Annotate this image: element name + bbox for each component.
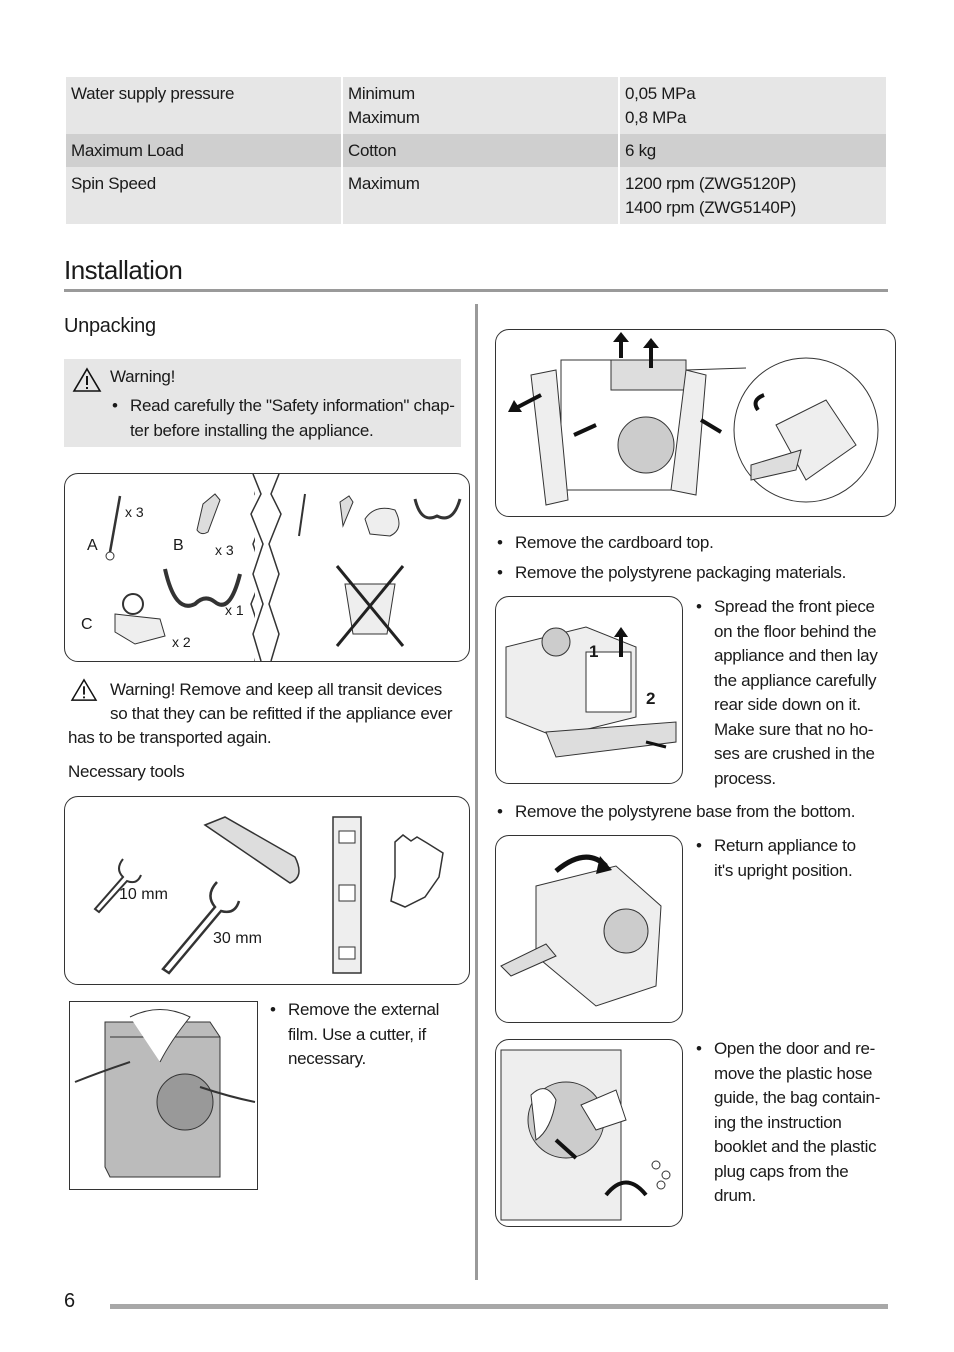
- table-row: [66, 77, 886, 134]
- transit-warning-line1: Warning! Remove and keep all transit devices: [110, 680, 443, 699]
- spec-label: Spin Speed: [66, 167, 341, 224]
- warning-triangle-icon: [72, 367, 102, 393]
- remove-film-illustration: [70, 1002, 257, 1189]
- wrench-10mm-label: 10 mm: [119, 886, 168, 903]
- page-number: 6: [64, 1290, 75, 1312]
- spec-condition: Cotton: [343, 134, 618, 167]
- table-row: [66, 167, 886, 224]
- remove-film-figure: [69, 1001, 258, 1190]
- part-count-c2: x 2: [172, 634, 191, 650]
- spec-value: 0,05 MPa 0,8 MPa: [620, 77, 886, 134]
- wrench-30mm-label: 30 mm: [213, 930, 262, 947]
- section-title: Installation: [64, 255, 183, 285]
- spec-value: 6 kg: [620, 134, 886, 167]
- part-count-a: x 3: [125, 504, 144, 520]
- warning-title: Warning!: [110, 367, 175, 386]
- spec-condition: Minimum Maximum: [343, 77, 618, 134]
- remove-cardboard-illustration: [496, 330, 895, 516]
- transit-parts-illustration: [65, 474, 469, 661]
- transit-parts-figure: [64, 473, 470, 662]
- warning-box: Warning! • Read carefully the "Safety information" chap- ter before installing the appliance.: [64, 359, 461, 447]
- door-illustration: [496, 1040, 682, 1226]
- transit-warning-line2: so that they can be refitted if the appliance ever: [110, 704, 453, 723]
- spec-label: Water supply pressure: [66, 77, 341, 134]
- part-label-a: A: [87, 537, 98, 554]
- specs-table: [64, 77, 888, 224]
- step-number-2: 2: [646, 689, 656, 708]
- step-number-1: 1: [589, 642, 599, 661]
- tools-figure: [64, 796, 470, 985]
- spec-value: 1200 rpm (ZWG5120P) 1400 rpm (ZWG5140P): [620, 167, 886, 224]
- spec-label: Maximum Load: [66, 134, 341, 167]
- column-divider: [475, 304, 478, 1280]
- transit-warning-line3: has to be transported again.: [68, 728, 272, 747]
- part-count-c1: x 1: [225, 602, 244, 618]
- footer-rule: [110, 1304, 888, 1309]
- part-label-c: C: [81, 616, 93, 633]
- warning-triangle-icon: [70, 678, 98, 702]
- unpacking-heading: Unpacking: [64, 315, 156, 337]
- upright-illustration: [496, 836, 682, 1022]
- tools-heading: Necessary tools: [68, 762, 185, 781]
- door-figure: [495, 1039, 683, 1227]
- upright-figure: [495, 835, 683, 1023]
- part-label-b: B: [173, 537, 184, 554]
- part-count-b: x 3: [215, 542, 234, 558]
- table-row: [66, 134, 886, 167]
- front-piece-figure: [495, 596, 683, 784]
- spec-condition: Maximum: [343, 167, 618, 224]
- section-rule: [64, 289, 888, 292]
- remove-cardboard-figure: [495, 329, 896, 517]
